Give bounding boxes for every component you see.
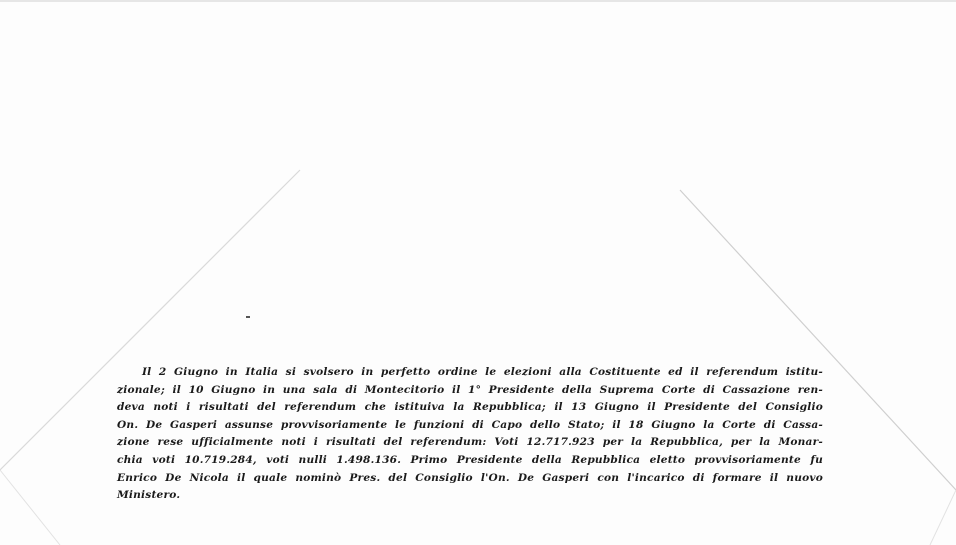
text-line: Enrico De Nicola il quale nominò Pres. del Consiglio l'On. De Gasperi con l'incarico di formare il nuovo: [117, 471, 823, 484]
historical-text-block: [117, 364, 823, 505]
text-line: zionale; il 10 Giugno in una sala di Montecitorio il 1° Presidente della Suprema Corte di Cassazione ren-: [117, 383, 823, 396]
right-bottom-crease: [930, 490, 956, 545]
text-line: Il 2 Giugno in Italia si svolsero in perfetto ordine le elezioni alla Costituente ed il referendum istitu-: [142, 366, 823, 378]
paper-speck: [246, 316, 250, 318]
text-line: chia voti 10.719.284, voti nulli 1.498.136. Primo Presidente della Repubblica eletto provvisoriamente fu: [117, 453, 823, 466]
text-line: On. De Gasperi assunse provvisoriamente le funzioni di Capo dello Stato; il 18 Giugno la Corte di Cassa-: [117, 418, 823, 431]
text-line: Ministero.: [117, 489, 181, 502]
text-line: deva noti i risultati del referendum che istituiva la Repubblica; il 13 Giugno il Presidente del Consiglio: [117, 401, 823, 414]
text-line: zione rese ufficialmente noti i risultati del referendum: Voti 12.717.923 per la Repubblica, per la Monar-: [117, 436, 823, 449]
left-bottom-crease: [0, 470, 60, 545]
